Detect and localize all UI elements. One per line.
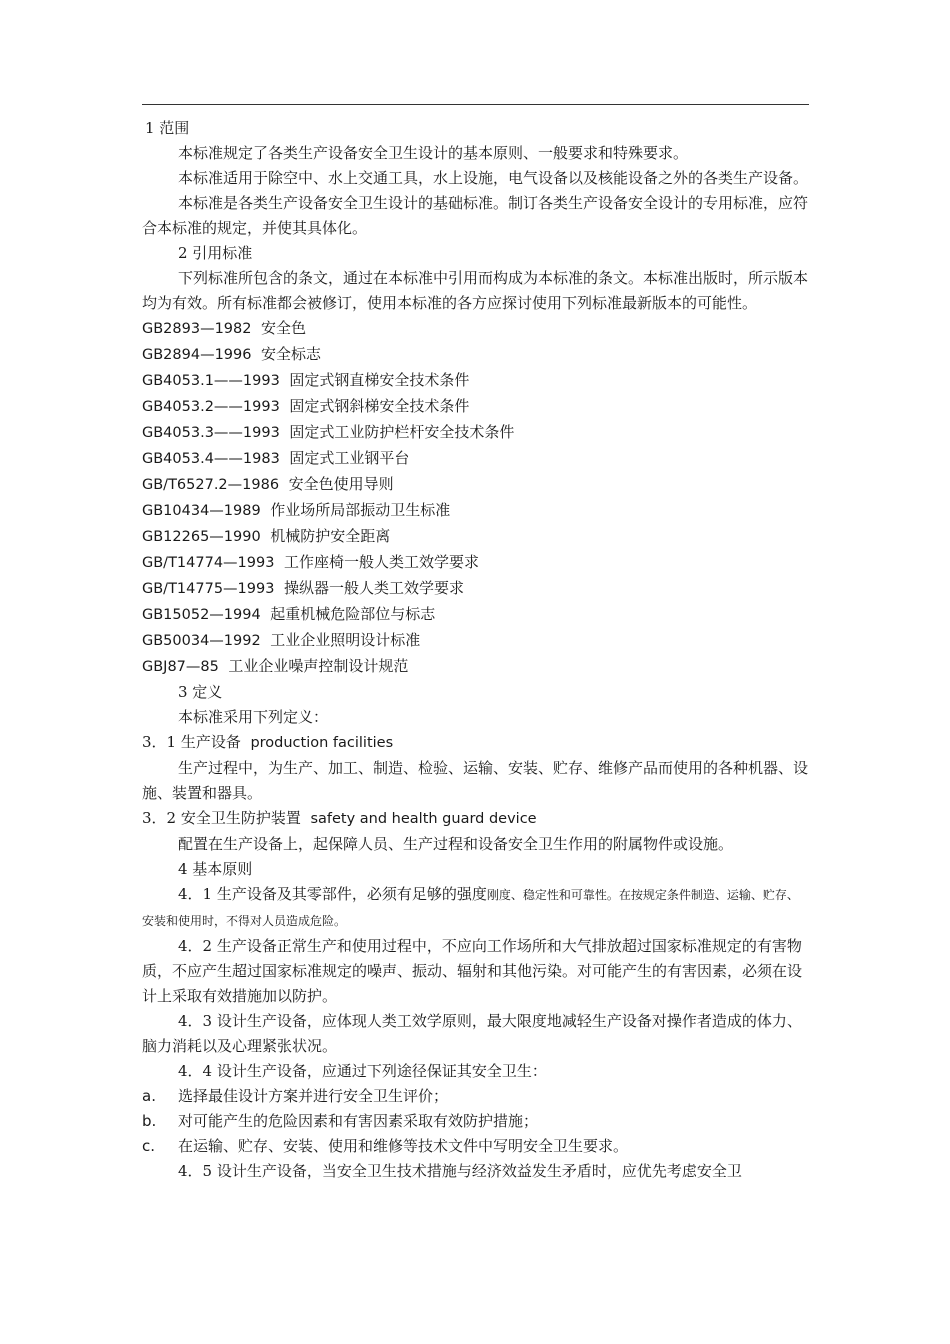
clause-4-1-small: 刚度、稳定性和可靠性。在按规定条件制造、运输、贮存、安装和使用时，不得对人员造成危险。 bbox=[142, 888, 799, 928]
clause-4-1-main: 4．1 生产设备及其零部件，必须有足够的强度 bbox=[178, 885, 487, 903]
reference-code: GB12265—1990 bbox=[142, 529, 261, 545]
reference-code: GB4053.4——1983 bbox=[142, 451, 280, 467]
reference-item bbox=[142, 576, 809, 602]
section-4-heading: 4 基本原则 bbox=[178, 860, 253, 878]
reference-title: 固定式工业防护栏杆安全技术条件 bbox=[289, 423, 515, 441]
reference-list bbox=[142, 316, 809, 680]
reference-item bbox=[142, 472, 809, 498]
reference-title: 工业企业照明设计标准 bbox=[270, 631, 421, 649]
reference-title: 工作座椅一般人类工效学要求 bbox=[284, 553, 480, 571]
definition-term-en: production facilities bbox=[250, 735, 394, 751]
reference-code: GBJ87—85 bbox=[142, 659, 219, 675]
section-3-intro: 本标准采用下列定义： bbox=[178, 708, 329, 726]
definition-term-zh: 安全卫生防护装置 bbox=[180, 809, 301, 827]
clause-4-1 bbox=[142, 882, 809, 934]
reference-title: 起重机械危险部位与标志 bbox=[270, 605, 436, 623]
definition-term bbox=[142, 806, 809, 832]
definition-term-en: safety and health guard device bbox=[310, 811, 537, 827]
reference-code: GB4053.1——1993 bbox=[142, 373, 280, 389]
list-item-text: 对可能产生的危险因素和有害因素采取有效防护措施； bbox=[178, 1112, 539, 1130]
list-item-label: c. bbox=[142, 1137, 156, 1155]
clause-4-3: 4．3 设计生产设备，应体现人类工效学原则，最大限度地减轻生产设备对操作者造成的体力、脑力消耗以及心理紧张状况。 bbox=[142, 1012, 802, 1055]
clause-4-5: 4．5 设计生产设备，当安全卫生技术措施与经济效益发生矛盾时，应优先考虑安全卫 bbox=[178, 1162, 742, 1180]
clause-4-2: 4．2 生产设备正常生产和使用过程中，不应向工作场所和大气排放超过国家标准规定的有害物质，不应产生超过国家标准规定的噪声、振动、辐射和其他污染。对可能产生的有害因素，必须在设计上采取有效措施加以防护。 bbox=[142, 937, 803, 1005]
list-item-label: a. bbox=[142, 1087, 156, 1105]
header-rule bbox=[142, 104, 809, 105]
reference-code: GB2894—1996 bbox=[142, 347, 252, 363]
list-item bbox=[142, 1134, 809, 1159]
reference-item bbox=[142, 394, 809, 420]
section-1-heading: 1 范围 bbox=[145, 119, 190, 137]
document-body bbox=[142, 116, 809, 1184]
reference-title: 固定式钢直梯安全技术条件 bbox=[289, 371, 470, 389]
definition-body: 生产过程中，为生产、加工、制造、检验、运输、安装、贮存、维修产品而使用的各种机器、设施、装置和器具。 bbox=[142, 759, 809, 802]
clause-4-4-list bbox=[142, 1084, 809, 1159]
reference-item bbox=[142, 524, 809, 550]
clause-4-4: 4．4 设计生产设备，应通过下列途径保证其安全卫生： bbox=[178, 1062, 547, 1080]
list-item-text: 选择最佳设计方案并进行安全卫生评价； bbox=[178, 1087, 449, 1105]
reference-item bbox=[142, 498, 809, 524]
definition-number: 3．1 bbox=[142, 733, 177, 751]
section-1-paragraph: 本标准是各类生产设备安全卫生设计的基础标准。制订各类生产设备安全设计的专用标准，应符合本标准的规定，并使其具体化。 bbox=[142, 194, 809, 237]
reference-title: 固定式工业钢平台 bbox=[289, 449, 410, 467]
list-item bbox=[142, 1109, 809, 1134]
reference-title: 工业企业噪声控制设计规范 bbox=[228, 657, 409, 675]
definition-body: 配置在生产设备上，起保障人员、生产过程和设备安全卫生作用的附属物件或设施。 bbox=[178, 835, 734, 853]
reference-item bbox=[142, 446, 809, 472]
reference-item bbox=[142, 368, 809, 394]
reference-code: GB/T6527.2—1986 bbox=[142, 477, 280, 493]
reference-code: GB4053.2——1993 bbox=[142, 399, 280, 415]
list-item bbox=[142, 1084, 809, 1109]
reference-item bbox=[142, 420, 809, 446]
section-1-paragraph: 本标准规定了各类生产设备安全卫生设计的基本原则、一般要求和特殊要求。 bbox=[178, 144, 689, 162]
definition-term bbox=[142, 730, 809, 756]
reference-item bbox=[142, 602, 809, 628]
list-item-label: b. bbox=[142, 1112, 157, 1130]
reference-title: 机械防护安全距离 bbox=[270, 527, 391, 545]
reference-item bbox=[142, 628, 809, 654]
reference-title: 安全标志 bbox=[261, 345, 322, 363]
reference-code: GB/T14775—1993 bbox=[142, 581, 275, 597]
section-2-heading: 2 引用标准 bbox=[178, 244, 253, 262]
reference-title: 安全色使用导则 bbox=[288, 475, 394, 493]
section-2-paragraph: 下列标准所包含的条文，通过在本标准中引用而构成为本标准的条文。本标准出版时，所示版本均为有效。所有标准都会被修订，使用本标准的各方应探讨使用下列标准最新版本的可能性。 bbox=[142, 269, 809, 312]
reference-code: GB/T14774—1993 bbox=[142, 555, 275, 571]
section-3-heading: 3 定义 bbox=[178, 683, 223, 701]
section-1-paragraph: 本标准适用于除空中、水上交通工具，水上设施，电气设备以及核能设备之外的各类生产设备。 bbox=[178, 169, 809, 187]
reference-code: GB4053.3——1993 bbox=[142, 425, 280, 441]
list-item-text: 在运输、贮存、安装、使用和维修等技术文件中写明安全卫生要求。 bbox=[178, 1137, 629, 1155]
reference-title: 作业场所局部振动卫生标准 bbox=[270, 501, 451, 519]
definition-term-zh: 生产设备 bbox=[180, 733, 241, 751]
reference-title: 固定式钢斜梯安全技术条件 bbox=[289, 397, 470, 415]
reference-code: GB15052—1994 bbox=[142, 607, 261, 623]
reference-item bbox=[142, 316, 809, 342]
reference-title: 操纵器一般人类工效学要求 bbox=[284, 579, 465, 597]
definition-number: 3．2 bbox=[142, 809, 177, 827]
reference-code: GB10434—1989 bbox=[142, 503, 261, 519]
reference-code: GB2893—1982 bbox=[142, 321, 252, 337]
reference-item bbox=[142, 550, 809, 576]
reference-item bbox=[142, 654, 809, 680]
reference-code: GB50034—1992 bbox=[142, 633, 261, 649]
reference-item bbox=[142, 342, 809, 368]
reference-title: 安全色 bbox=[261, 319, 307, 337]
